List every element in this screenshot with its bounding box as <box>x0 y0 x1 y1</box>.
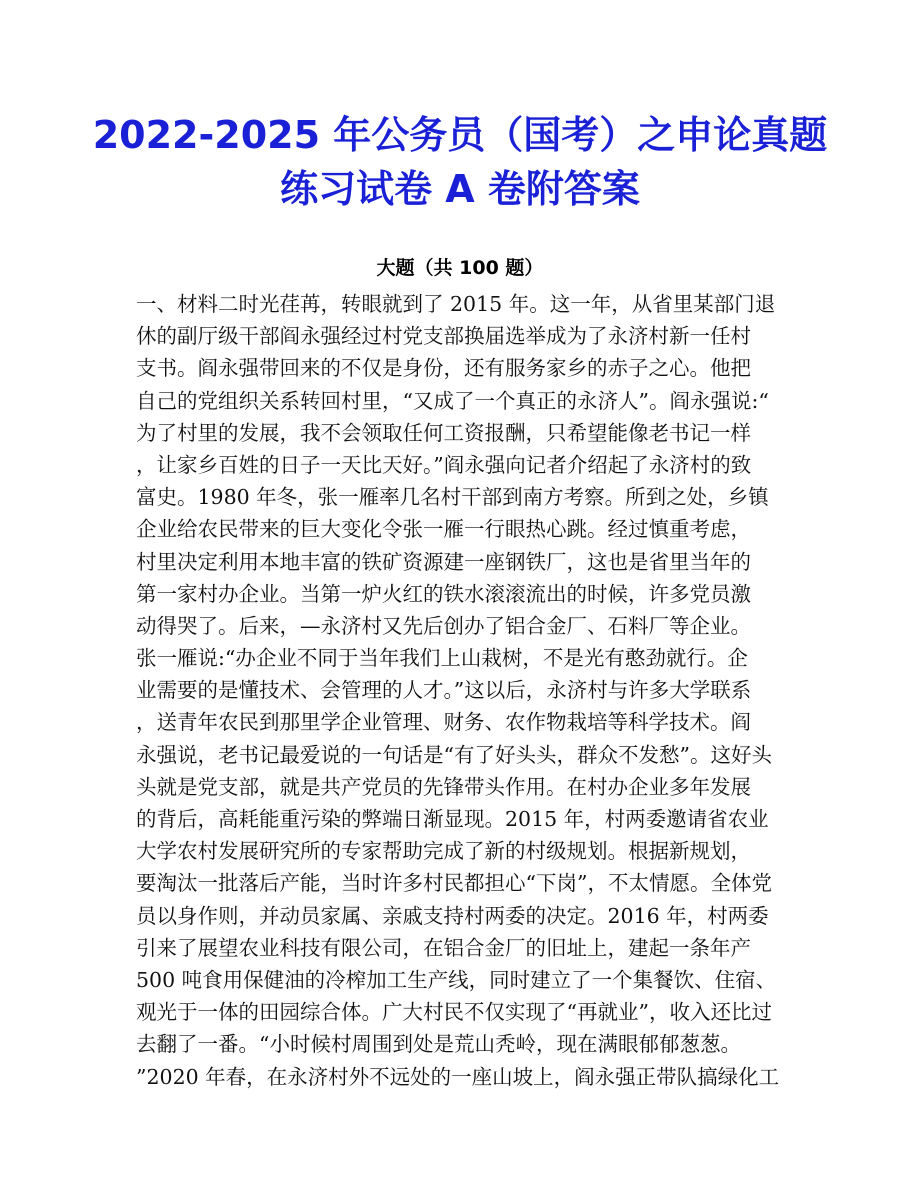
body-line: 第一家村办企业。当第一炉火红的铁水滚滚流出的时候，许多党员激 <box>136 581 751 606</box>
body-line: 村里决定利用本地丰富的铁矿资源建一座钢铁厂，这也是省里当年的 <box>136 549 751 574</box>
section-heading: 大题（共 100 题） <box>376 257 544 279</box>
body-line: 自己的党组织关系转回村里，“又成了一个真正的永济人”。阎永强说:“ <box>136 388 769 413</box>
body-line: 头就是党支部，就是共产党员的先锋带头作用。在村办企业多年发展 <box>136 774 751 799</box>
body-line: 永强说，老书记最爱说的一句话是“有了好头头，群众不发愁”。这好头 <box>136 742 772 767</box>
body-line: ，送青年农民到那里学企业管理、财务、农作物栽培等科学技术。阎 <box>136 710 751 735</box>
body-line: 一、材料二时光荏苒，转眼就到了 2015 年。这一年，从省里某部门退 <box>136 292 776 316</box>
body-line: 大学农村发展研究所的专家帮助完成了新的村级规划。根据新规划， <box>136 839 751 864</box>
body-line: 员以身作则，并动员家属、亲戚支持村两委的决定。2016 年，村两委 <box>136 903 769 928</box>
body-line: 休的副厅级干部阎永强经过村党支部换届选举成为了永济村新一任村 <box>136 324 751 349</box>
body-line: 张一雁说:“办企业不同于当年我们上山栽树，不是光有憨劲就行。企 <box>136 646 748 671</box>
document-title <box>0 108 920 216</box>
body-line: 企业给农民带来的巨大变化令张一雁一行眼热心跳。经过慎重考虑， <box>136 517 751 542</box>
title-line-1: 2022-2025 年公务员（国考）之申论真题 <box>92 113 828 157</box>
body-line: ”2020 年春，在永济村外不远处的一座山坡上，阎永强正带队搞绿化工 <box>136 1064 780 1089</box>
body-line: 引来了展望农业科技有限公司，在铝合金厂的旧址上，建起一条年产 <box>136 935 751 960</box>
body-line: 要淘汰一批落后产能，当时许多村民都担心“下岗”，不太情愿。全体党 <box>136 871 772 896</box>
body-line: 富史。1980 年冬，张一雁率几名村干部到南方考察。所到之处，乡镇 <box>136 485 769 510</box>
body-line: ，让家乡百姓的日子一天比天好。”阎永强向记者介绍起了永济村的致 <box>136 452 752 477</box>
body-line: 业需要的是懂技术、会管理的人才。”这以后，永济村与许多大学联系 <box>136 678 752 703</box>
title-line-2: 练习试卷 A 卷附答案 <box>280 167 640 211</box>
body-line: 去翻了一番。“小时候村周围到处是荒山秃岭，现在满眼郁郁葱葱。 <box>136 1032 741 1057</box>
body-line: 观光于一体的田园综合体。广大村民不仅实现了“再就业”，收入还比过 <box>136 1000 772 1025</box>
body-line: 动得哭了。后来，—永济村又先后创办了铝合金厂、石料厂等企业。 <box>136 613 751 638</box>
body-line: 500 吨食用保健油的冷榨加工生产线，同时建立了一个集餐饮、住宿、 <box>136 967 777 992</box>
body-line: 支书。阎永强带回来的不仅是身份，还有服务家乡的赤子之心。他把 <box>136 356 751 381</box>
body-line: 为了村里的发展，我不会领取任何工资报酬，只希望能像老书记一样 <box>136 420 751 445</box>
question-body <box>136 288 786 1093</box>
body-line: 的背后，高耗能重污染的弊端日渐显现。2015 年，村两委邀请省农业 <box>136 807 769 831</box>
